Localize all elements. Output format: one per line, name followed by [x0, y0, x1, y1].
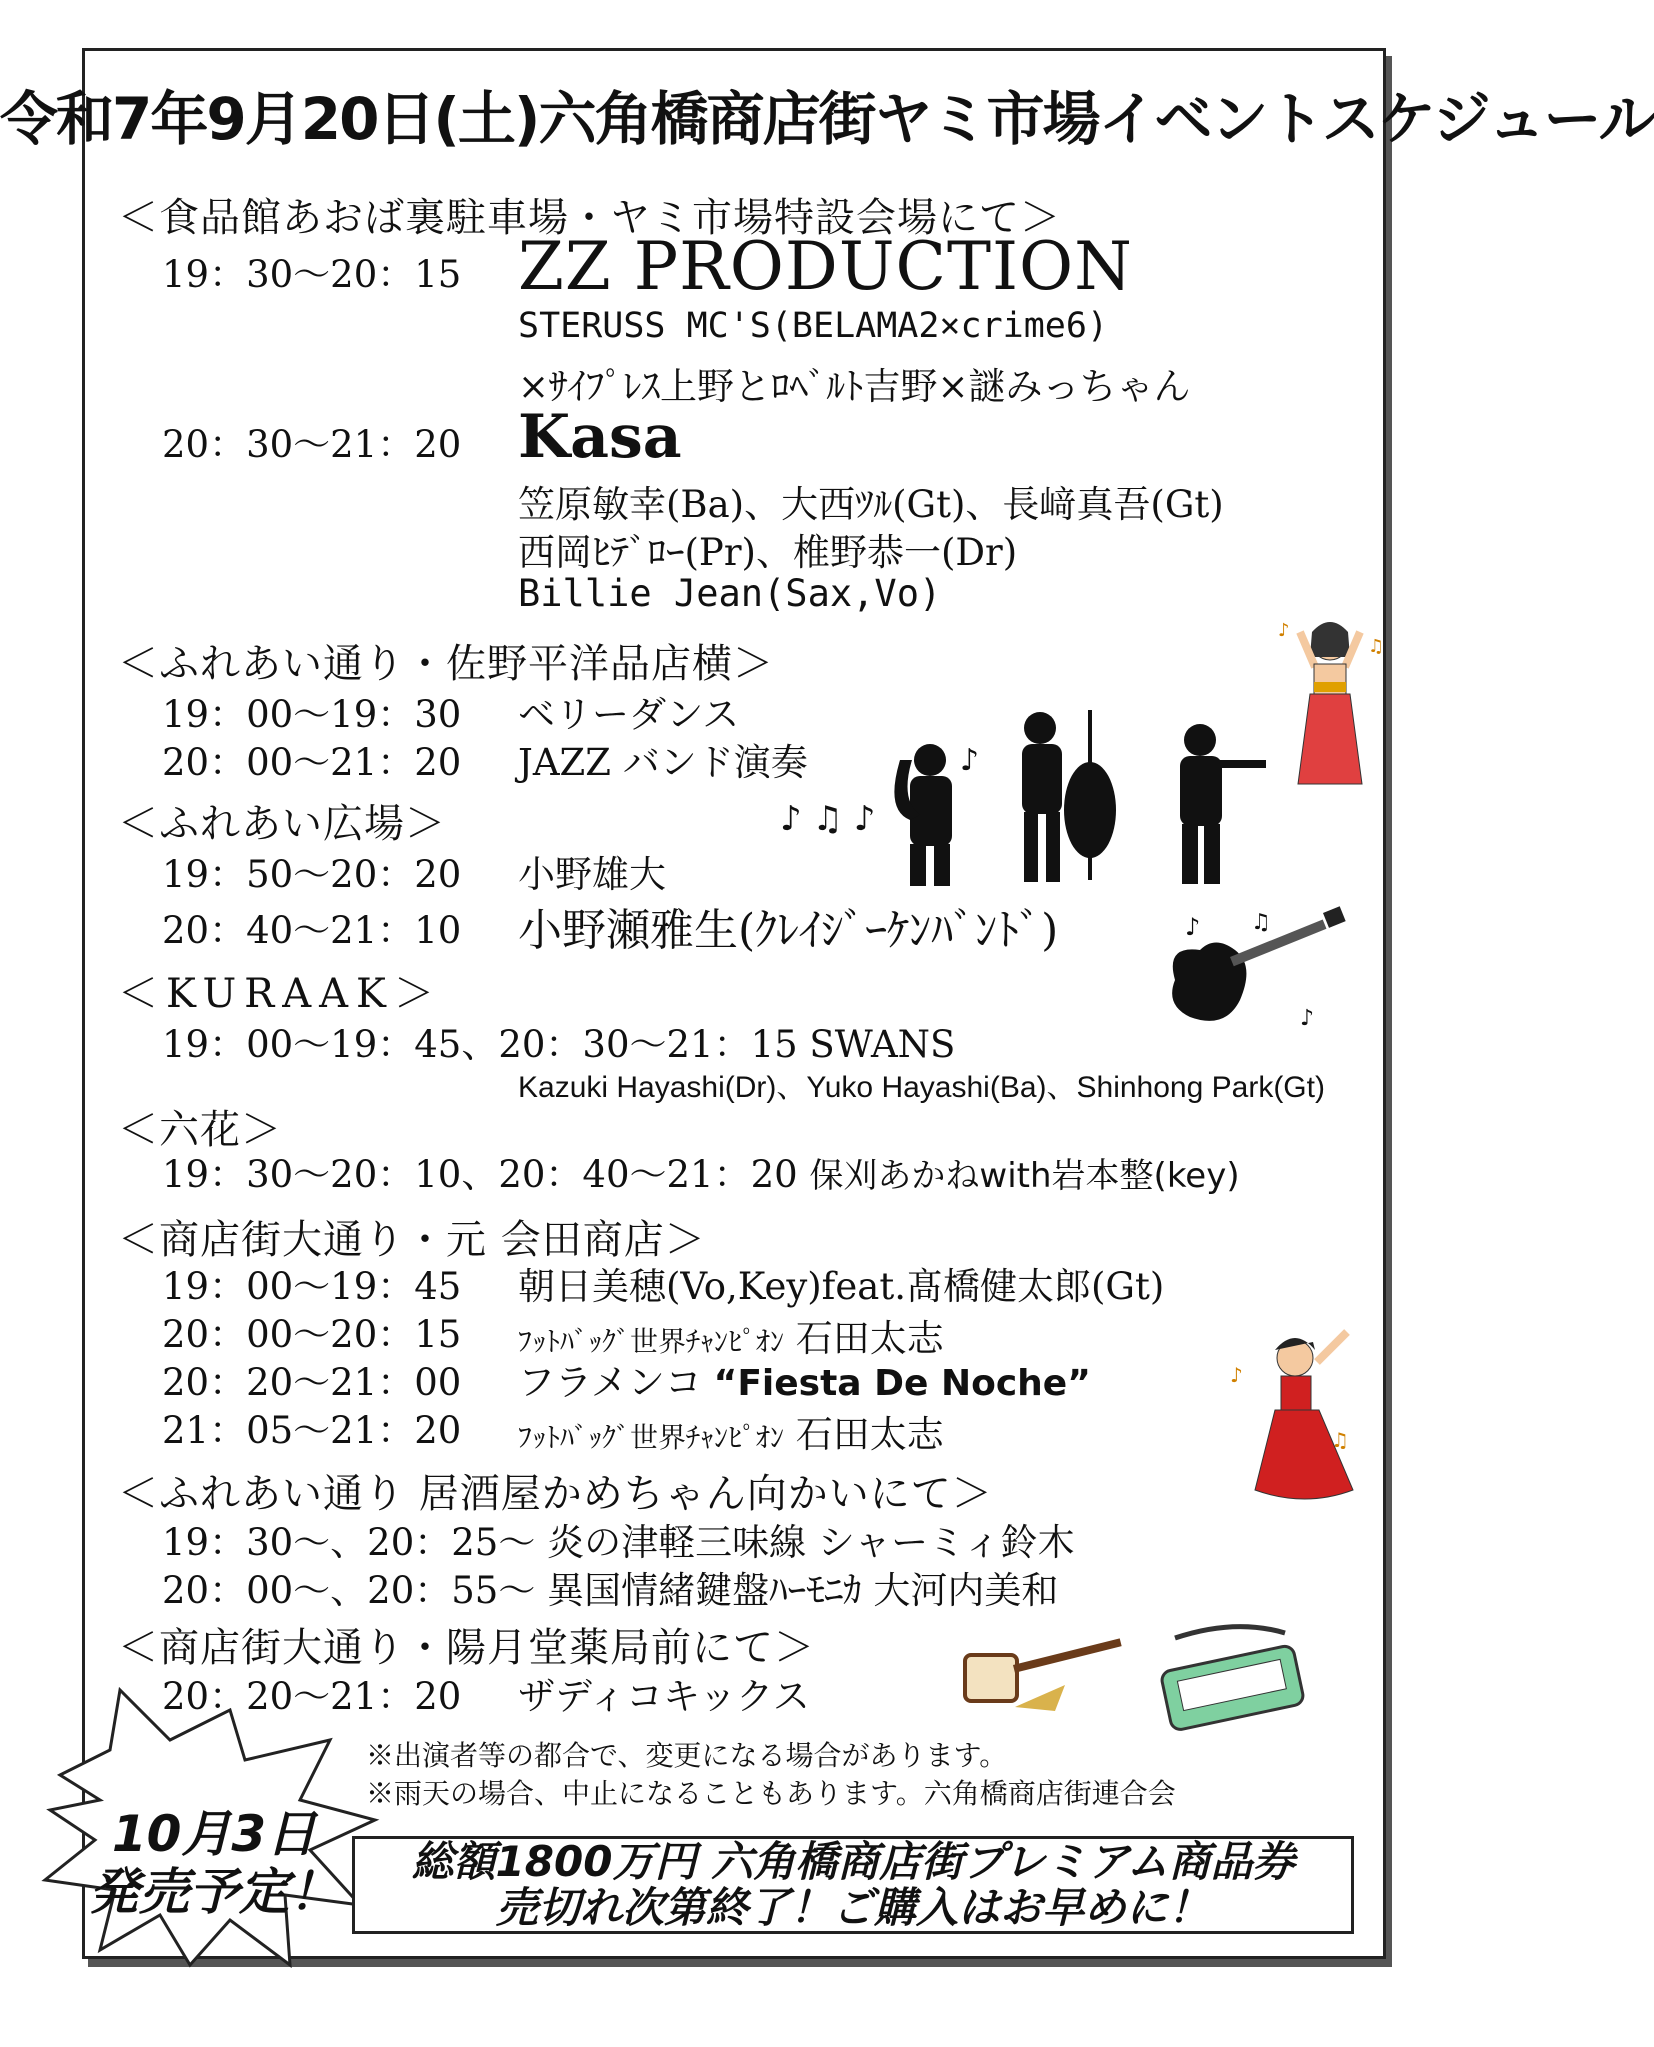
act-name: ﾌｯﾄﾊﾞｯｸﾞ世界ﾁｬﾝﾋﾟｵﾝ 石田太志 [518, 1413, 944, 1456]
note-text: ※雨天の場合、中止になることもあります。六角橋商店街連合会 [366, 1777, 1176, 1810]
event-time: 19：00～19：45、20：30～21：15 SWANS [162, 1023, 956, 1066]
venue-heading: ＜六花＞ [118, 1107, 282, 1153]
flamenco-dancer-illustration [1225, 1322, 1365, 1507]
banner-line: 総額1800万円 六角橋商店街プレミアム商品券 [411, 1837, 1295, 1886]
act-detail: Kazuki Hayashi(Dr)、Yuko Hayashi(Ba)、Shinhong Park(Gt) [518, 1071, 1325, 1104]
act-name: 小野雄大 [518, 853, 666, 896]
jazz-band-silhouette [760, 700, 1270, 890]
venue-heading: ＜ふれあい広場＞ [118, 801, 446, 847]
act-name: ベリーダンス [518, 693, 740, 736]
act-name: ザディコキックス [518, 1675, 810, 1718]
event-time: 20：40～21：10 [162, 909, 462, 952]
event-time: 19：00～19：30 [162, 693, 462, 736]
event-time: 20：00～20：15 [162, 1313, 462, 1356]
venue-heading: ＜食品館あおば裏駐車場・ヤミ市場特設会場にて＞ [118, 195, 1061, 241]
act-name: フラメンコ “Fiesta De Noche” [518, 1361, 1091, 1404]
event-time: 19：00～19：45 [162, 1265, 462, 1308]
event-time: 20：00～、20：55～ 異国情緒鍵盤ﾊｰﾓﾆｶ 大河内美和 [162, 1569, 1059, 1612]
belly-dancer-illustration [1270, 612, 1390, 797]
svg-text:♫: ♫ [1251, 910, 1271, 935]
svg-text:♪: ♪ [1185, 913, 1201, 941]
svg-text:♪ ♫ ♪: ♪ ♫ ♪ [780, 799, 876, 839]
event-time: 20：20～21：20 [162, 1675, 462, 1718]
event-time: 20：30～21：20 [162, 423, 462, 466]
svg-text:♪: ♪ [960, 743, 980, 778]
page-title: 令和7年9月20日(土)六角橋商店街ヤミ市場イベントスケジュール [0, 85, 1654, 153]
act-name: ﾌｯﾄﾊﾞｯｸﾞ世界ﾁｬﾝﾋﾟｵﾝ 石田太志 [518, 1317, 944, 1360]
shamisen-illustration [955, 1615, 1135, 1715]
act-name: JAZZ バンド演奏 [518, 741, 808, 784]
voucher-banner [352, 1836, 1354, 1934]
act-detail: 笠原敏幸(Ba)、大西ﾂﾙ(Gt)、長﨑真吾(Gt) [518, 483, 1224, 526]
venue-heading: ＜商店街大通り・陽月堂薬局前にて＞ [118, 1625, 815, 1671]
event-time: 20：20～21：00 [162, 1361, 462, 1404]
note-text: ※出演者等の都合で、変更になる場合があります。 [366, 1739, 1008, 1772]
svg-text:♫: ♫ [1368, 636, 1385, 657]
svg-text:♪: ♪ [1278, 620, 1290, 641]
event-time: 19：50～20：20 [162, 853, 462, 896]
event-time: 19：30～、20：25～ 炎の津軽三味線 シャーミィ鈴木 [162, 1521, 1075, 1564]
svg-text:♫: ♫ [1331, 1428, 1349, 1452]
event-time: 19：30～20：15 [162, 253, 462, 296]
venue-heading: ＜商店街大通り・元 会田商店＞ [118, 1217, 706, 1263]
venue-heading: ＜ふれあい通り 居酒屋かめちゃん向かいにて＞ [118, 1471, 993, 1517]
act-detail: ×ｻｲﾌﾟﾚｽ上野とﾛﾍﾞﾙﾄ吉野×謎みっちゃん [518, 365, 1191, 408]
act-detail: STERUSS MC'S(BELAMA2×crime6) [518, 306, 1109, 346]
event-time: 21：05～21：20 [162, 1409, 462, 1452]
act-name: 朝日美穂(Vo,Key)feat.髙橋健太郎(Gt) [518, 1265, 1165, 1308]
svg-text:♪: ♪ [1300, 1006, 1315, 1031]
keyboard-harmonica-illustration [1155, 1618, 1310, 1738]
act-name: ZZ PRODUCTION [518, 228, 1133, 305]
svg-text:♪: ♪ [1230, 1363, 1243, 1387]
banner-line: 売切れ次第終了！ご購入はお早めに！ [495, 1883, 1210, 1932]
venue-heading: ＜ふれあい通り・佐野平洋品店横＞ [118, 641, 774, 687]
electric-guitar-illustration [1155, 905, 1350, 1035]
release-date-burst: 10月3日 発売予定！ [89, 1805, 339, 1921]
event-time: 20：00～21：20 [162, 741, 462, 784]
event-time: 19：30～20：10、20：40～21：20 保刈あかねwith岩本整(key) [162, 1153, 1240, 1196]
venue-heading: ＜KURAAK＞ [118, 971, 442, 1017]
act-detail: Billie Jean(Sax,Vo) [518, 572, 942, 615]
act-name: Kasa [518, 402, 682, 472]
act-name: 小野瀬雅生(ｸﾚｲｼﾞｰｹﾝﾊﾞﾝﾄﾞ) [518, 905, 1059, 956]
act-detail: 西岡ﾋﾃﾞﾛｰ(Pr)、椎野恭一(Dr) [518, 531, 1018, 574]
